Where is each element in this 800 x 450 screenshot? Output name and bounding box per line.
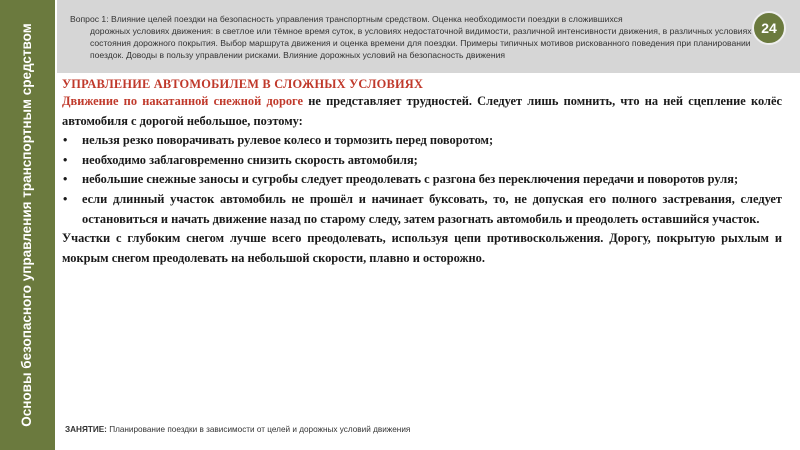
- question-text: [70, 13, 760, 61]
- main-content: [62, 76, 782, 268]
- footer-text: Планирование поездки в зависимости от целей и дорожных условий движения: [106, 425, 411, 434]
- question-body: дорожных условиях движения: в светлое или тёмное время суток, в условиях недостаточной видимости, различной интенсивности движения, в различных условиях состояния дорожного покрытия. Выбор маршрута движения и оценка времени для поездки. Примеры типичных мотивов рискованного поведения при планировании поездок. Доводы в пользу управлении рисками. Влияние дорожных условий на безопасность движения: [90, 26, 752, 60]
- list-item: • небольшие снежные заносы и сугробы следует преодолевать с разгона без переключения передачи и поворотов руля;: [62, 170, 782, 190]
- question-label: Вопрос 1:: [70, 14, 109, 24]
- footer: [65, 425, 410, 434]
- list-item: • необходимо заблаговременно снизить скорость автомобиля;: [62, 151, 782, 171]
- section-heading: УПРАВЛЕНИЕ АВТОМОБИЛЕМ В СЛОЖНЫХ УСЛОВИЯХ: [62, 77, 424, 91]
- sidebar-title: Основы безопасного управления транспортным средством: [19, 23, 34, 427]
- list-item: • нельзя резко поворачивать рулевое колесо и тормозить перед поворотом;: [62, 131, 782, 151]
- list-item: • если длинный участок автомобиль не прошёл и начинает буксовать, то, не допуская его полного застревания, следует остановиться и начать движение назад по старому следу, затем разогнать автомобиль и преодолеть оставшийся участок.: [62, 190, 782, 229]
- intro-highlight: Движение по накатанной снежной дороге: [62, 94, 303, 108]
- closing-paragraph: Участки с глубоким снегом лучше всего преодолевать, используя цепи противоскольжения. Дорогу, покрытую рыхлым и мокрым снегом преодолевать на небольшой скорости, плавно и осторожно.: [62, 231, 782, 265]
- bullet-list: [62, 131, 782, 229]
- intro-rest: не представляет трудностей. Следует лишь помнить, что на ней сцепление колёс автомобиля с дорогой небольшое, поэтому:: [62, 94, 782, 128]
- question-first-line: Влияние целей поездки на безопасность управления транспортным средством. Оценка необходимости поездки в сложившихся: [110, 14, 623, 24]
- sidebar: [0, 0, 55, 450]
- footer-label: ЗАНЯТИЕ:: [65, 425, 107, 434]
- slide-number-badge: 24: [752, 11, 786, 45]
- intro-paragraph: [62, 92, 782, 131]
